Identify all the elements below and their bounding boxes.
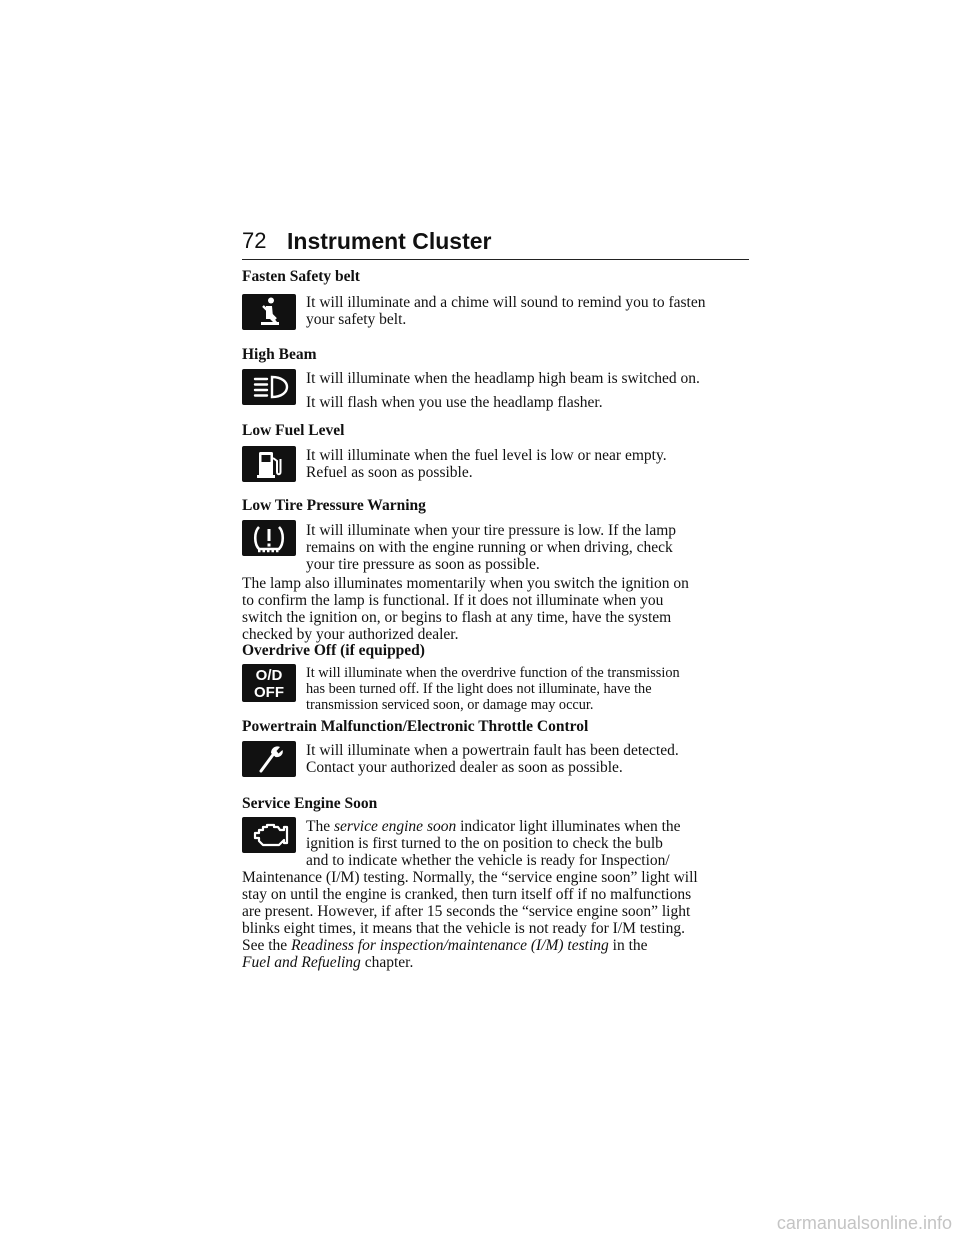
overdrive-off-icon [242, 664, 296, 702]
seatbelt-description: It will illuminate and a chime will sound to remind you to fasten your safety belt. [306, 294, 706, 328]
heading-low-fuel-level: Low Fuel Level [242, 422, 345, 439]
page-number: 72 [242, 228, 267, 253]
fuel-refueling-reference: Fuel and Refueling [242, 954, 361, 971]
svg-text:OFF: OFF [254, 684, 284, 701]
heading-low-tire-pressure: Low Tire Pressure Warning [242, 497, 426, 514]
engine-description: The service engine soon indicator light illuminates when the ignition is first turned to the on position to check the bulb and to indicate whether the vehicle is ready for Inspection/ [306, 818, 681, 869]
heading-service-engine-soon: Service Engine Soon [242, 795, 378, 812]
readiness-reference: Readiness for inspection/maintenance (I/M) testing [291, 937, 609, 954]
service-engine-soon-emphasis: service engine soon [333, 818, 457, 835]
overdrive-description: It will illuminate when the overdrive function of the transmission has been turned off. If the light does not illuminate, have the transmission serviced soon, or damage may occur. [306, 665, 680, 713]
page-header [242, 228, 749, 262]
high-beam-description: It will illuminate when the headlamp high beam is switched on. It will flash when you use the headlamp flasher. [306, 370, 700, 411]
engine-paragraph: Maintenance (I/M) testing. Normally, the “service engine soon” light will stay on until the engine is cranked, then turn itself off if no malfunctions are present. However, if after 15 seconds the “service engine soon” light blinks eight times, it means that the vehicle is not ready for I/M testing. See the Readiness for inspection/maintenance (I/M) testing in the Fuel and Refueling chapter. [242, 869, 698, 971]
svg-text:O/D: O/D [255, 667, 283, 684]
tire-paragraph: The lamp also illuminates momentarily when you switch the ignition on to confirm the lamp is functional. If it does not illuminate when you switch the ignition on, or begins to flash at any time, have the system checked by your authorized dealer. [242, 575, 689, 643]
fuel-pump-icon [242, 446, 296, 482]
heading-fasten-safety-belt: Fasten Safety belt [242, 268, 360, 285]
tire-pressure-icon [242, 520, 296, 556]
header-rule [242, 259, 749, 260]
powertrain-description: It will illuminate when a powertrain fault has been detected. Contact your authorized dealer as soon as possible. [306, 742, 679, 776]
high-beam-icon [242, 369, 296, 405]
heading-powertrain-malfunction: Powertrain Malfunction/Electronic Throttle Control [242, 718, 589, 735]
seatbelt-icon [242, 294, 296, 330]
watermark: carmanualsonline.info [776, 1213, 952, 1233]
tire-description: It will illuminate when your tire pressure is low. If the lamp remains on with the engine running or when driving, check your tire pressure as soon as possible. [306, 522, 677, 573]
chapter-title: Instrument Cluster [287, 228, 492, 254]
wrench-icon [242, 741, 296, 777]
engine-icon [242, 817, 296, 853]
fuel-description: It will illuminate when the fuel level is low or near empty. Refuel as soon as possible. [306, 447, 667, 481]
heading-overdrive-off: Overdrive Off (if equipped) [242, 642, 425, 659]
heading-high-beam: High Beam [242, 346, 317, 363]
